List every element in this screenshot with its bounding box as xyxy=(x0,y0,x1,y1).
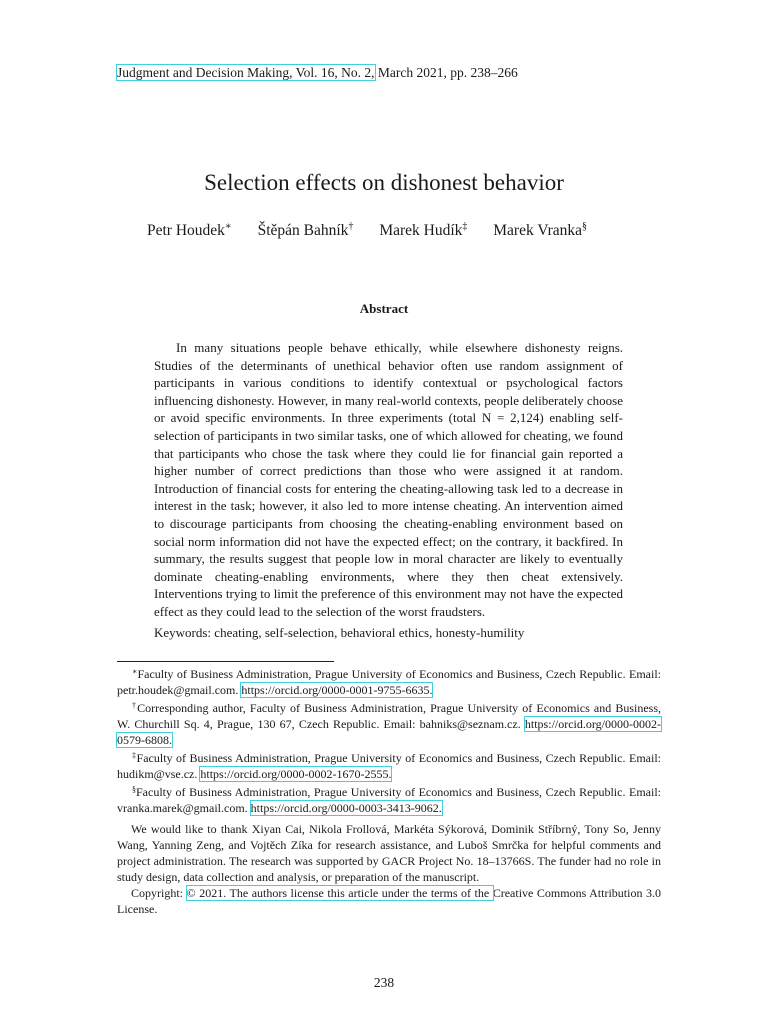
author-mark[interactable]: § xyxy=(582,221,587,232)
keywords: Keywords: cheating, self-selection, behavioral ethics, honesty-humility xyxy=(154,625,525,640)
footnote-houdek: ∗Faculty of Business Administration, Prague University of Economics and Business, Czech Republic. Email: petr.houdek@gmail.com. https://orcid.org/0000-0001-9755-6635. xyxy=(117,667,661,697)
abstract-body: In many situations people behave ethically, while elsewhere dishonesty reigns. Studies of the determinants of unethical behavior often use random assignment of participants in various conditions to identify contextual or psychological factors influencing dishonesty. However, in many real-world contexts, people deliberately choose or avoid specific environments. In three experiments (total N = 2,124) enabling self-selection of participants in two similar tasks, one of which allowed for cheating, we found that participants who chose the task where they could lie for financial gain reported a higher number of correct predictions than those who were assigned it at random. Introduction of financial costs for entering the cheating-allowing task led to a decrease in interest in the task; however, it also led to more intense cheating. An intervention aimed to discourage participants from choosing the cheating-enabling environment based on social norm information did not have the expected effect; on the contrary, it backfired. In summary, the results suggest that people low in moral character are likely to eventually dominate cheating-enabling environments, where they then cheat extensively. Interventions trying to limit the preference of this environment may not have the expected effect as they could lead to the selection of the worst fraudsters. xyxy=(154,340,623,619)
issue-date-pages: March 2021, pp. 238–266 xyxy=(374,65,518,80)
paper-title: Selection effects on dishonest behavior xyxy=(204,170,564,195)
acknowledgment-text: We would like to thank Xiyan Cai, Nikola Frollová, Markéta Sýkorová, Dominik Stříbrný, Tony So, Jenny Wang, Yanning Zeng, and Vojtěch Zíka for research assistance, and Luboš Smrčka for helpful comments and project administration. The research was supported by GACR Project No. 18–13766S. The funder had no role in study design, data collection and analysis, or preparation of the manuscript. xyxy=(117,822,661,884)
footnote-rule xyxy=(117,661,334,662)
orcid-link[interactable]: https://orcid.org/0000-0003-3413-9062. xyxy=(250,801,442,815)
abstract-heading: Abstract xyxy=(359,301,409,316)
author-mark[interactable]: ∗ xyxy=(224,221,232,232)
author-list xyxy=(147,221,587,240)
footnote-vranka: §Faculty of Business Administration, Prague University of Economics and Business, Czech Republic. Email: vranka.marek@gmail.com. https://orcid.org/0000-0003-3413-9062. xyxy=(117,785,661,815)
license-link[interactable]: © 2021. The authors license this article under the terms of the xyxy=(186,886,493,900)
author-mark[interactable]: † xyxy=(348,221,354,232)
orcid-link[interactable]: https://orcid.org/0000-0002-0579-6808. xyxy=(117,717,661,747)
copyright-notice: Copyright: © 2021. The authors license this article under the terms of the Creative Commons Attribution 3.0 License. xyxy=(117,886,661,916)
author-bahnik: Štěpán Bahník† xyxy=(257,221,354,239)
footnotes xyxy=(117,664,661,816)
footnote-hudik: ‡Faculty of Business Administration, Prague University of Economics and Business, Czech Republic. Email: hudikm@vse.cz. https://orcid.org/0000-0002-1670-2555. xyxy=(117,751,662,781)
page-number: 238 xyxy=(373,975,395,990)
running-header xyxy=(117,65,518,81)
author-mark[interactable]: ‡ xyxy=(462,221,468,232)
orcid-link[interactable]: https://orcid.org/0000-0001-9755-6635. xyxy=(241,683,433,697)
author-vranka: Marek Vranka§ xyxy=(493,221,587,239)
footnote-bahnik: †Corresponding author, Faculty of Business Administration, Prague University of Economics and Business, W. Churchill Sq. 4, Prague, 130 67, Czech Republic. Email: bahniks@seznam.cz. https://orcid.org/0000-0002-0579-6808. xyxy=(117,701,662,747)
author-hudik: Marek Hudík‡ xyxy=(379,221,468,239)
acknowledgments xyxy=(117,821,661,917)
orcid-link[interactable]: https://orcid.org/0000-0002-1670-2555. xyxy=(200,767,392,781)
author-houdek: Petr Houdek∗ xyxy=(147,221,232,239)
journal-link[interactable]: Judgment and Decision Making, Vol. 16, No. 2, xyxy=(117,65,375,80)
